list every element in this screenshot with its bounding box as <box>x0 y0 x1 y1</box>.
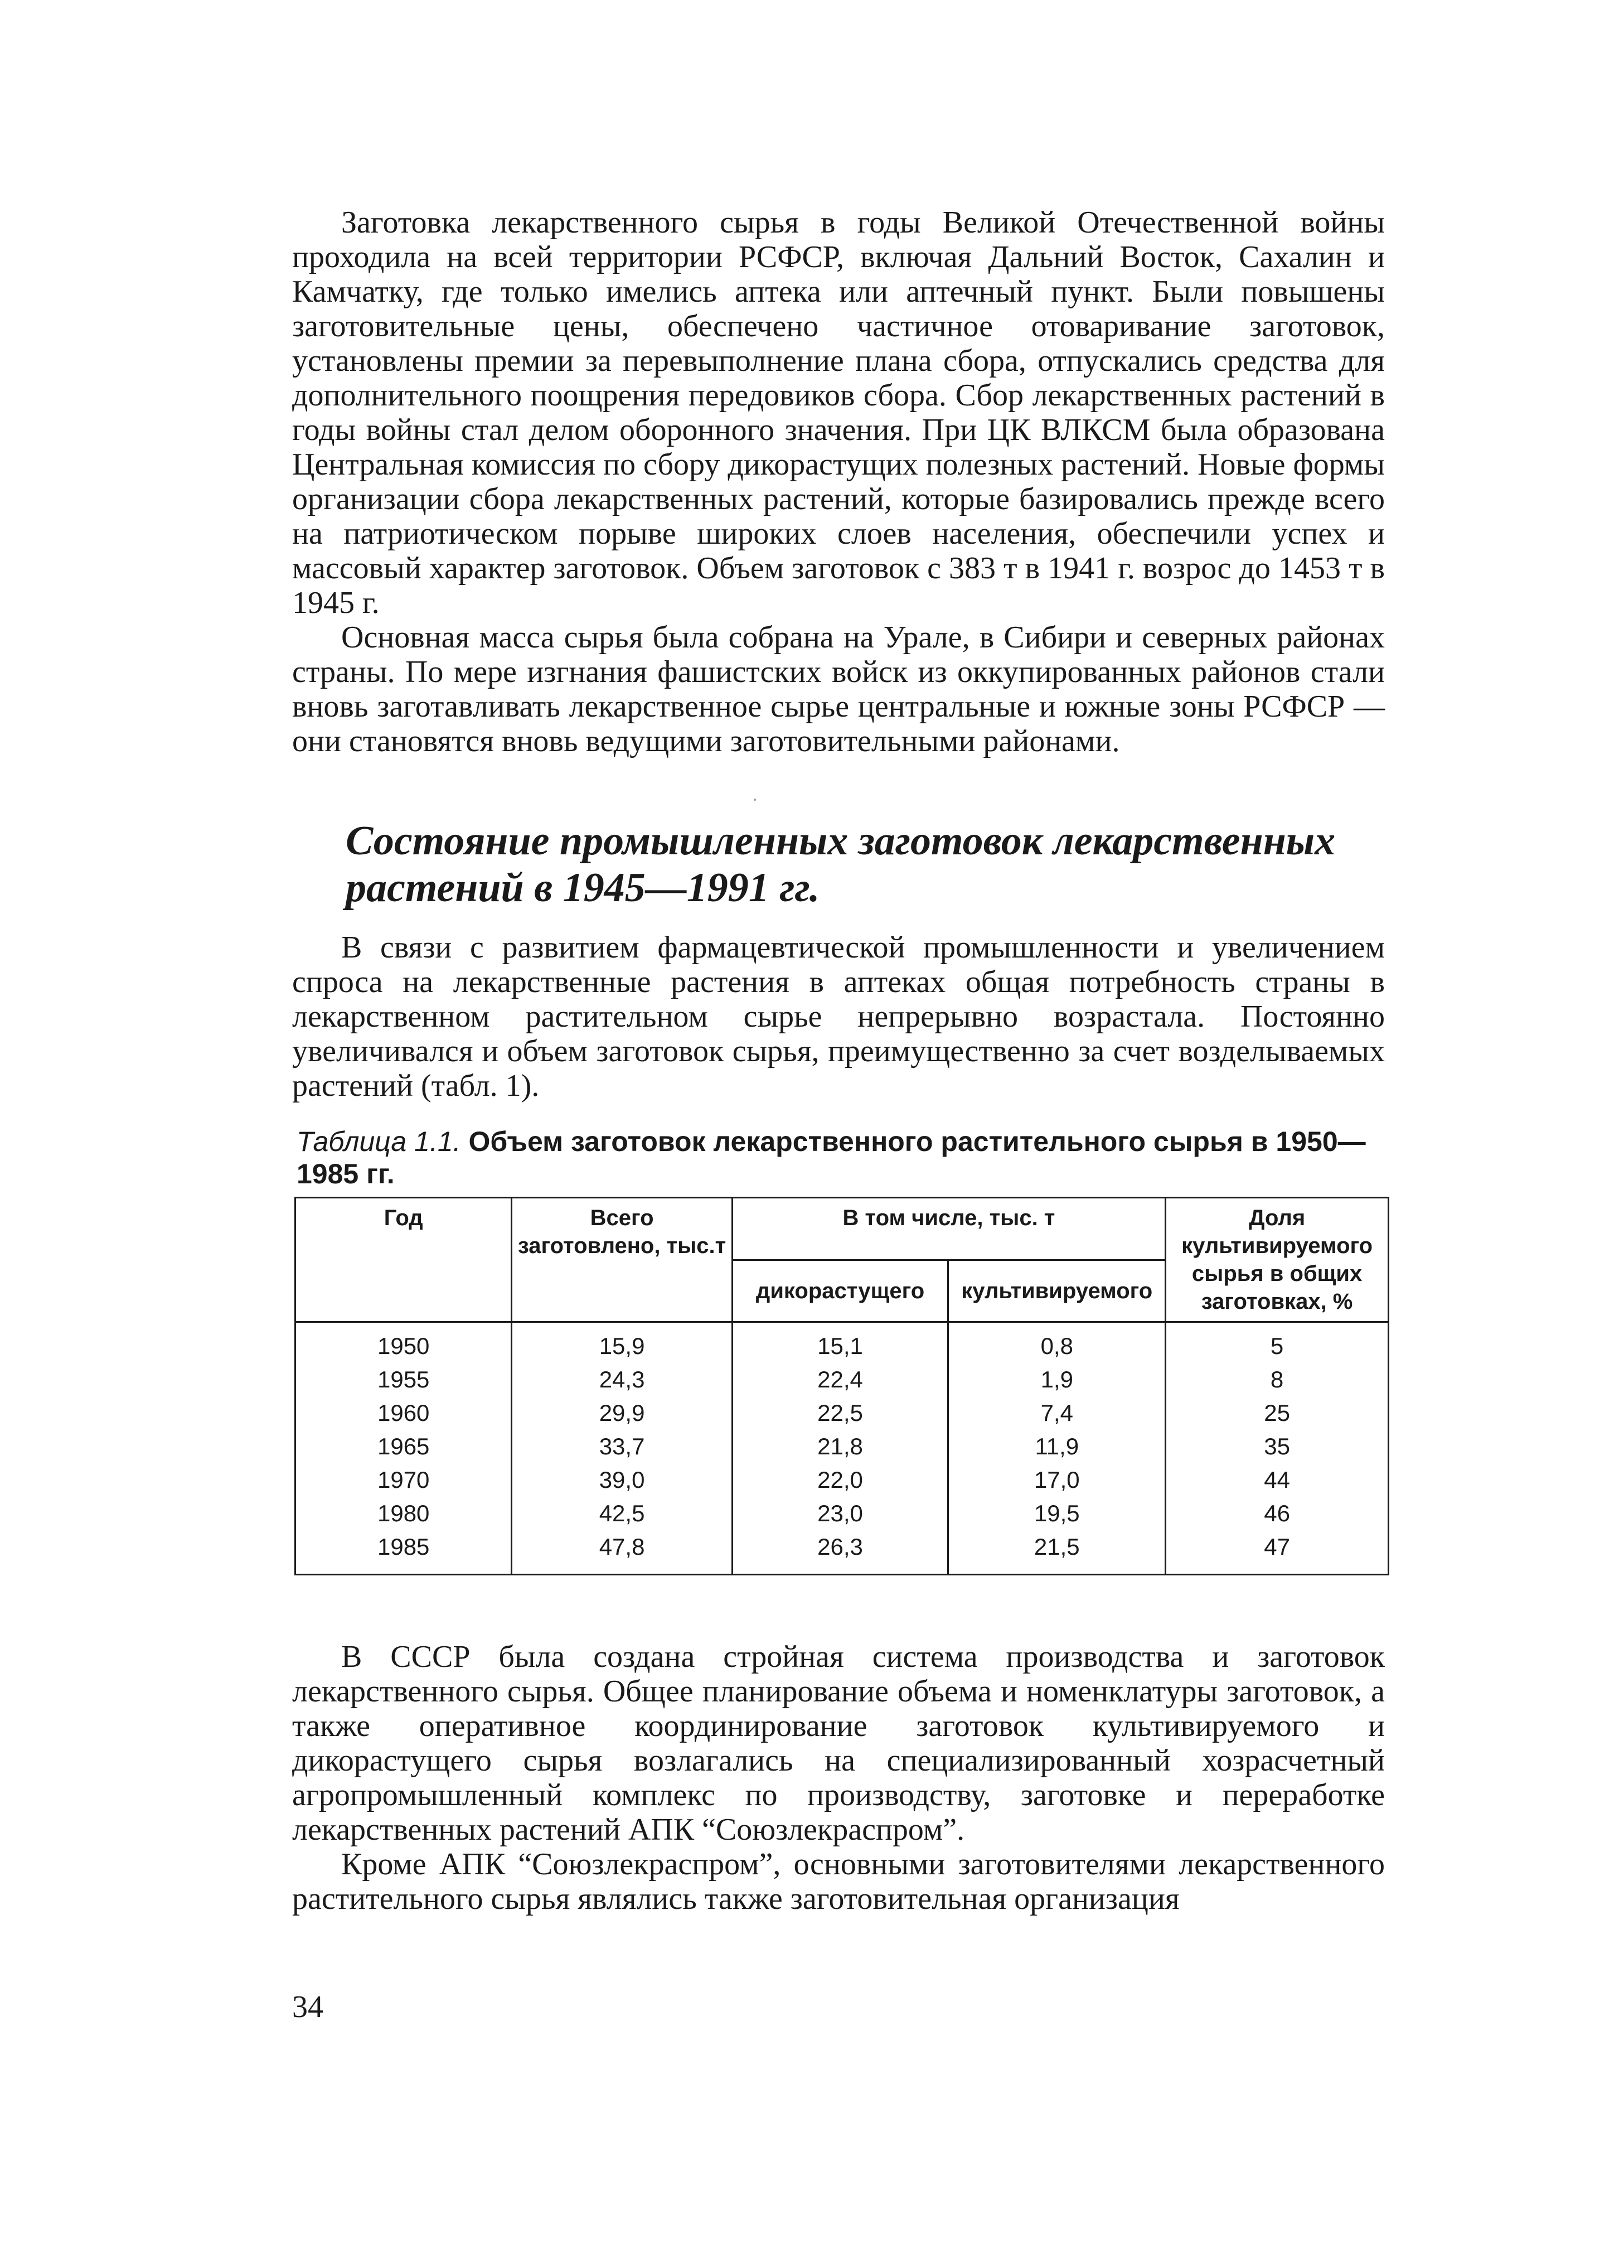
cell-share: 35 <box>1166 1430 1389 1463</box>
header-year: Год <box>295 1198 512 1322</box>
cell-year: 1955 <box>295 1363 512 1396</box>
cell-share: 25 <box>1166 1396 1389 1430</box>
cell-total: 42,5 <box>512 1497 732 1530</box>
paragraph-main-regions: Основная масса сырья была собрана на Урале, в Сибири и северных районах страны. По мере изгнания фашистских войск из оккупированных районов стали вновь заготавливать лекарственное сырье центральные и южные зоны РСФСР — они становятся вновь ведущими заготовительными районами. <box>292 620 1385 758</box>
cell-total: 15,9 <box>512 1322 732 1363</box>
cell-total: 29,9 <box>512 1396 732 1430</box>
cell-wild: 15,1 <box>732 1322 948 1363</box>
procurement-table <box>294 1197 1389 1575</box>
table-caption <box>297 1125 1387 1190</box>
table-row <box>295 1497 1389 1530</box>
paragraph-war-procurement: Заготовка лекарственного сырья в годы Великой Отечественной войны проходила на всей территории РСФСР, включая Дальний Восток, Сахалин и Камчатку, где только имелись аптека или аптечный пункт. Были повышены заготовительные цены, обеспечено частичное отоваривание заготовок, установлены премии за перевыполнение плана сбора, отпускались средства для дополнительного поощрения передовиков сбора. Сбор лекарственных растений в годы войны стал делом оборонного значения. При ЦК ВЛКСМ была образована Центральная комиссия по сбору дикорастущих полезных растений. Новые формы организации сбора лекарственных растений, которые базировались прежде всего на патриотическом порыве широких слоев населения, обеспечили успех и массовый характер заготовок. Объем заготовок с 383 т в 1941 г. возрос до 1453 т в 1945 г. <box>292 205 1385 620</box>
table-row <box>295 1530 1389 1575</box>
top-text-block <box>292 205 1385 758</box>
section-heading: Состояние промышленных заготовок лекарственных растений в 1945—1991 гг. <box>346 818 1336 911</box>
cell-share: 5 <box>1166 1322 1389 1363</box>
header-including: В том числе, тыс. т <box>732 1198 1165 1260</box>
cell-cultivated: 0,8 <box>948 1322 1166 1363</box>
cell-cultivated: 1,9 <box>948 1363 1166 1396</box>
scan-speck <box>754 799 756 801</box>
table-row <box>295 1463 1389 1497</box>
cell-year: 1965 <box>295 1430 512 1463</box>
cell-total: 47,8 <box>512 1530 732 1575</box>
bottom-text-block <box>292 1640 1385 1916</box>
header-share: Доля культивируемого сырья в общих заготовках, % <box>1166 1198 1389 1322</box>
middle-text-block <box>292 930 1385 1103</box>
cell-wild: 26,3 <box>732 1530 948 1575</box>
cell-total: 39,0 <box>512 1463 732 1497</box>
cell-share: 47 <box>1166 1530 1389 1575</box>
paragraph-other-procurers: Кроме АПК “Союзлекраспром”, основными заготовителями лекарственного растительного сырья являлись также заготовительная организация <box>292 1847 1385 1916</box>
cell-total: 33,7 <box>512 1430 732 1463</box>
cell-year: 1950 <box>295 1322 512 1363</box>
cell-year: 1985 <box>295 1530 512 1575</box>
cell-wild: 21,8 <box>732 1430 948 1463</box>
table-row <box>295 1430 1389 1463</box>
cell-share: 46 <box>1166 1497 1389 1530</box>
table-row <box>295 1322 1389 1363</box>
cell-year: 1960 <box>295 1396 512 1430</box>
page-number: 34 <box>292 1990 323 2024</box>
cell-cultivated: 21,5 <box>948 1530 1166 1575</box>
cell-wild: 22,4 <box>732 1363 948 1396</box>
cell-year: 1970 <box>295 1463 512 1497</box>
table-caption-title: Объем заготовок лекарственного растительного сырья в 1950—1985 гг. <box>297 1126 1366 1189</box>
cell-wild: 22,5 <box>732 1396 948 1430</box>
cell-share: 8 <box>1166 1363 1389 1396</box>
cell-cultivated: 11,9 <box>948 1430 1166 1463</box>
paragraph-ussr-system: В СССР была создана стройная система производства и заготовок лекарственного сырья. Общее планирование объема и номенклатуры заготовок, а также оперативное координирование заготовок культивируемого и дикорастущего сырья возлагались на специализированный хозрасчетный агропромышленный комплекс по производству, заготовке и переработке лекарственных растений АПК “Союзлекраспром”. <box>292 1640 1385 1847</box>
table-caption-label: Таблица 1.1. <box>297 1126 461 1157</box>
cell-share: 44 <box>1166 1463 1389 1497</box>
cell-wild: 22,0 <box>732 1463 948 1497</box>
header-total: Всего заготовлено, тыс.т <box>512 1198 732 1322</box>
cell-total: 24,3 <box>512 1363 732 1396</box>
cell-cultivated: 7,4 <box>948 1396 1166 1430</box>
table-row <box>295 1363 1389 1396</box>
cell-cultivated: 19,5 <box>948 1497 1166 1530</box>
header-wild: дикорастущего <box>732 1260 948 1322</box>
cell-wild: 23,0 <box>732 1497 948 1530</box>
header-cultivated: культивируемого <box>948 1260 1166 1322</box>
cell-cultivated: 17,0 <box>948 1463 1166 1497</box>
cell-year: 1980 <box>295 1497 512 1530</box>
table-row <box>295 1396 1389 1430</box>
paragraph-demand-growth: В связи с развитием фармацевтической промышленности и увеличением спроса на лекарственные растения в аптеках общая потребность страны в лекарственном растительном сырье непрерывно возрастала. Постоянно увеличивался и объем заготовок сырья, преимущественно за счет возделываемых растений (табл. 1). <box>292 930 1385 1103</box>
